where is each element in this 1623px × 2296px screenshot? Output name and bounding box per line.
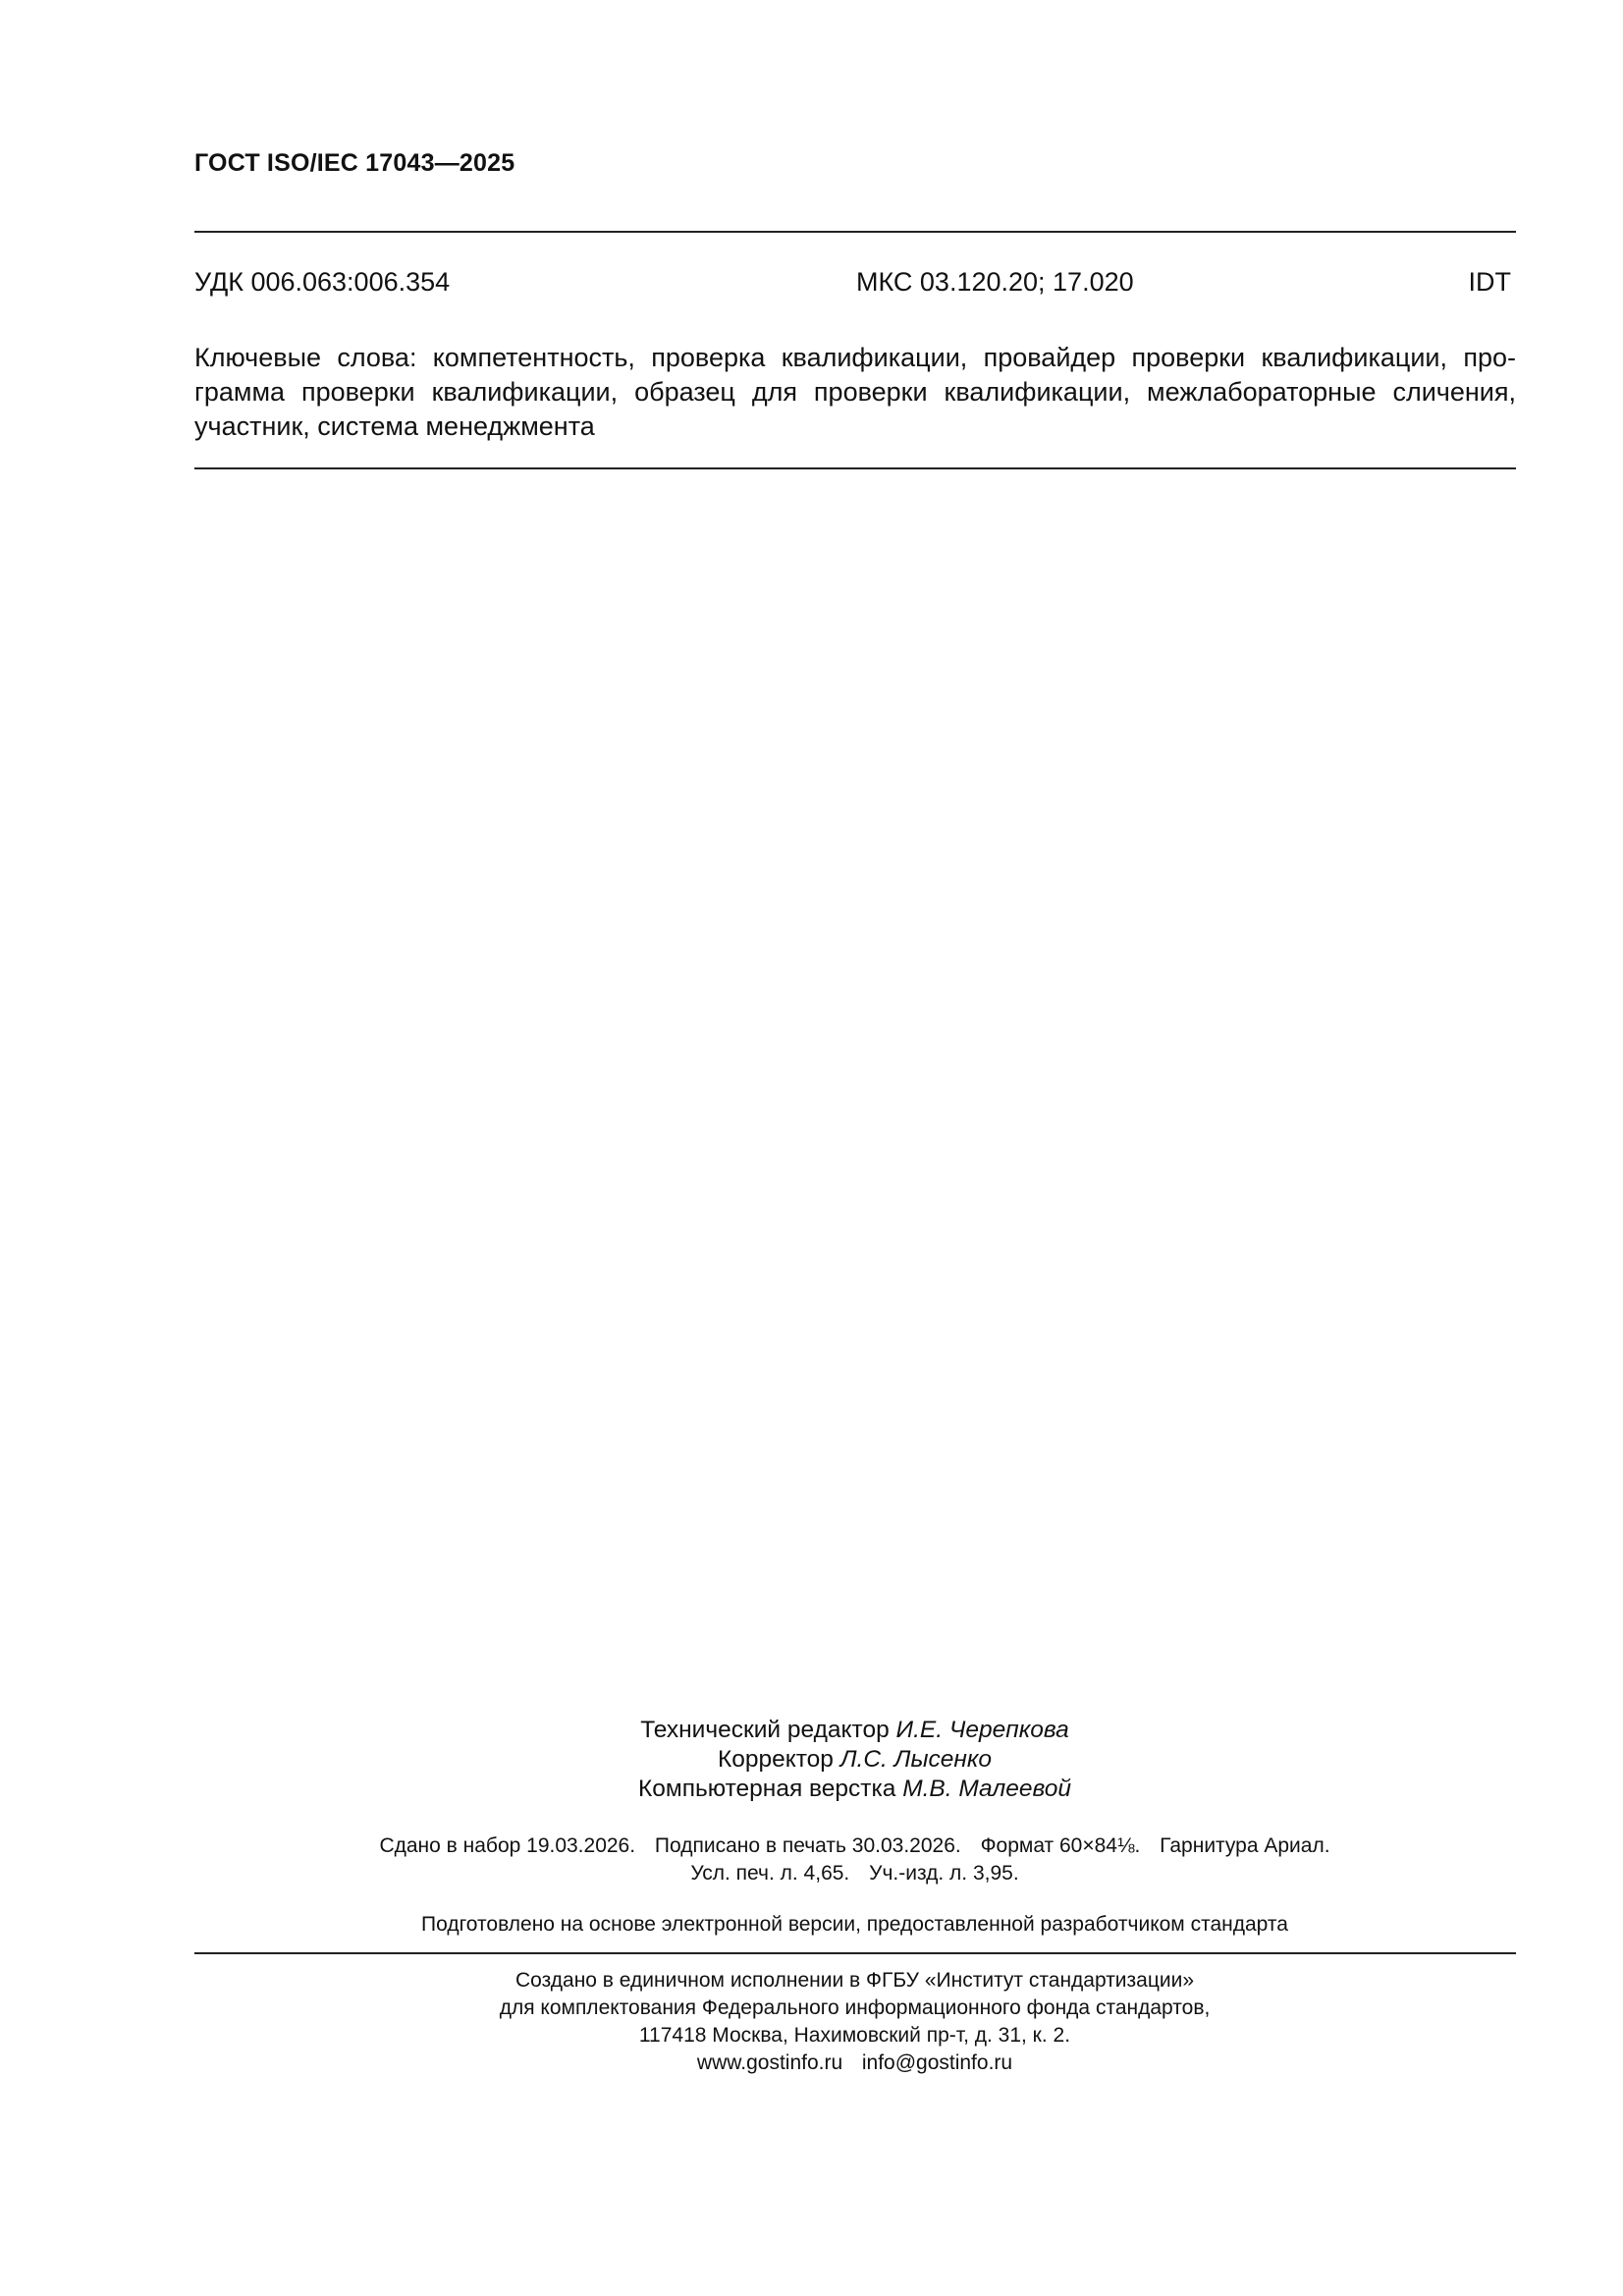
tech-editor-name: И.Е. Черепкова	[895, 1717, 1069, 1743]
keywords-line: грамма проверки квалификации, образец для проверки квалификации, межлабораторные сличения,	[194, 377, 1516, 407]
website-link[interactable]: www.gostinfo.ru	[696, 2051, 843, 2074]
print-sheets: Усл. печ. л. 4,65.	[690, 1862, 850, 1885]
corrector-line	[0, 1745, 1623, 1775]
tech-editor-label: Технический редактор	[640, 1717, 890, 1743]
mks-code: МКС 03.120.20; 17.020	[856, 267, 1134, 297]
imprint-block	[0, 1832, 1623, 1887]
layout-label: Компьютерная верстка	[638, 1776, 896, 1802]
keywords-line: участник, система менеджмента	[194, 411, 595, 441]
layout-line	[0, 1775, 1623, 1804]
prepared-note: Подготовлено на основе электронной версии, предоставленной разработчиком стандарта	[421, 1913, 1288, 1936]
submitted-date: Сдано в набор 19.03.2026.	[379, 1834, 636, 1857]
degree-of-correspondence: IDT	[1468, 267, 1511, 297]
udk-code: УДК 006.063:006.354	[194, 267, 451, 297]
imprint-line-1	[0, 1832, 1623, 1860]
corrector-name: Л.С. Лысенко	[839, 1746, 993, 1773]
signed-date: Подписано в печать 30.03.2026.	[654, 1834, 961, 1857]
paper-format: Формат 60×84⅛.	[980, 1834, 1141, 1857]
credits-block	[0, 1716, 1623, 1804]
imprint-line-2	[0, 1860, 1623, 1887]
publisher-address: 117418 Москва, Нахимовский пр-т, д. 31, к. 2.	[638, 2024, 1071, 2047]
publisher-block	[0, 1967, 1623, 2077]
tech-editor-line	[0, 1716, 1623, 1745]
publisher-line: для комплектования Федерального информационного фонда стандартов,	[499, 1996, 1211, 2019]
keywords-paragraph	[194, 341, 1516, 444]
publisher-sheets: Уч.-изд. л. 3,95.	[869, 1862, 1019, 1885]
publisher-contacts	[0, 2050, 1623, 2077]
corrector-label: Корректор	[717, 1746, 834, 1773]
publisher-line: Создано в единичном исполнении в ФГБУ «Институт стандартизации»	[514, 1969, 1195, 1992]
email-link[interactable]: info@gostinfo.ru	[861, 2051, 1013, 2074]
layout-name: М.В. Малеевой	[902, 1776, 1071, 1802]
top-divider	[194, 231, 1516, 233]
keywords-line: Ключевые слова: компетентность, проверка квалификации, провайдер проверки квалификации, про-	[194, 343, 1516, 372]
keywords-divider	[194, 467, 1516, 469]
typeface: Гарнитура Ариал.	[1160, 1834, 1330, 1857]
classification-codes-row	[194, 267, 1516, 301]
document-title: ГОСТ ISO/IEC 17043—2025	[194, 149, 515, 177]
bottom-divider	[194, 1952, 1516, 1954]
